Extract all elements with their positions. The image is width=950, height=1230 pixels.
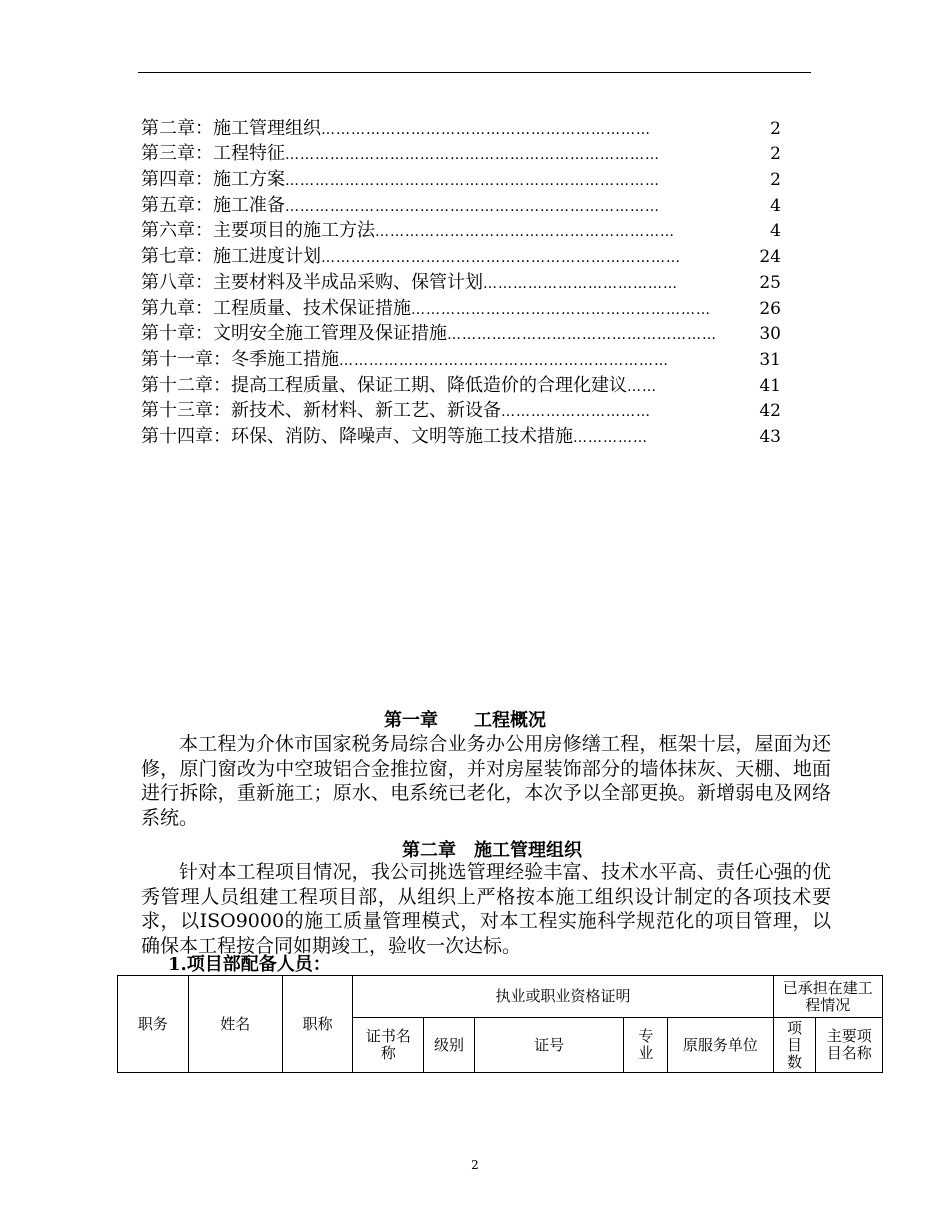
toc-entry (141, 293, 781, 319)
header-name: 姓名 (188, 976, 282, 1073)
toc-entry-title: 第十四章：环保、消防、降噪声、文明等施工技术措施 (141, 425, 573, 447)
toc-entry-page: 30 (759, 324, 781, 345)
header-certification: 执业或职业资格证明 (353, 976, 773, 1018)
toc-leader-dots: ………………………………………………………… (339, 352, 669, 369)
toc-entry-title: 第七章：施工进度计划 (141, 246, 321, 268)
toc-leader-dots: ………………………………… (483, 275, 678, 292)
toc-leader-dots: ………………………………………………………… (321, 121, 651, 138)
toc-entry-title: 第二章：施工管理组织 (141, 117, 321, 139)
toc-entry-title: 第四章：施工方案 (141, 169, 285, 191)
toc-entry-title: 第八章：主要材料及半成品采购、保管计划 (141, 271, 483, 293)
toc-leader-dots: …… (627, 378, 657, 395)
staff-subheading: 1.项目部配备人员： (168, 954, 331, 975)
toc-entry (141, 421, 781, 447)
toc-entry (141, 113, 781, 139)
chapter-2-title: 第二章 施工管理组织 (402, 840, 582, 861)
header-cert-name: 证书名称 (353, 1018, 424, 1073)
header-cert-number: 证号 (474, 1018, 624, 1073)
chapter-1-title: 第一章 工程概况 (384, 710, 546, 731)
toc-entry-page: 43 (759, 426, 781, 447)
header-ongoing-projects: 已承担在建工程情况 (773, 976, 882, 1018)
toc-entry (141, 344, 781, 370)
toc-entry (141, 216, 781, 242)
toc-entry-title: 第十三章：新技术、新材料、新工艺、新设备 (141, 400, 501, 422)
toc-entry (141, 370, 781, 396)
toc-entry-page: 2 (770, 144, 781, 165)
toc-entry (141, 267, 781, 293)
chapter-1-paragraph: 本工程为介休市国家税务局综合业务办公用房修缮工程，框架十层，屋面为还修，原门窗改为中空玻铝合金推拉窗，并对房屋装饰部分的墙体抹灰、天棚、地面进行拆除，重新施工；原水、电系统已老化，本次予以全部更换。新增弱电及网络系统。 (141, 733, 831, 829)
toc-entry (141, 396, 781, 422)
toc-entry-title: 第十二章：提高工程质量、保证工期、降低造价的合理化建议 (141, 374, 627, 396)
toc-entry-page: 24 (759, 247, 781, 268)
toc-entry-title: 第九章：工程质量、技术保证措施 (141, 297, 411, 319)
chapter-2-paragraph: 针对本工程项目情况，我公司挑选管理经验丰富、技术水平高、责任心强的优秀管理人员组建工程项目部，从组织上严格按本施工组织设计制定的各项技术要求，以ISO9000的施工质量管理模式，对本工程实施科学规范化的项目管理，以确保本工程按合同如期竣工，验收一次达标。 (141, 861, 831, 957)
toc-entry-page: 4 (770, 221, 781, 242)
staff-table (117, 975, 883, 1073)
header-rule (138, 72, 811, 73)
toc-entry-title: 第十一章：冬季施工措施 (141, 348, 339, 370)
toc-entry-page: 2 (770, 118, 781, 139)
toc-leader-dots: …………………………………………………… (375, 224, 675, 241)
page-number: 2 (471, 1158, 479, 1172)
toc-entry (141, 241, 781, 267)
toc-entry (141, 190, 781, 216)
toc-entry (141, 319, 781, 345)
toc-entry (141, 164, 781, 190)
toc-leader-dots: …………………………………………………… (411, 301, 711, 318)
toc-entry-page: 41 (759, 375, 781, 396)
header-main-project-name: 主要项目名称 (816, 1018, 883, 1073)
chapter-2-body (141, 860, 831, 958)
toc-entry-title: 第十章：文明安全施工管理及保证措施 (141, 323, 447, 345)
header-position: 职务 (118, 976, 189, 1073)
header-former-unit: 原服务单位 (668, 1018, 773, 1073)
toc-entry-page: 42 (759, 401, 781, 422)
toc-entry-title: 第三章：工程特征 (141, 143, 285, 165)
header-title: 职称 (282, 976, 353, 1073)
toc-leader-dots: …………… (573, 429, 648, 446)
toc-entry-page: 26 (759, 298, 781, 319)
chapter-1-body (141, 732, 831, 830)
toc-leader-dots: ………………………………………………………………… (285, 147, 660, 164)
table-of-contents (141, 113, 781, 447)
toc-entry-title: 第六章：主要项目的施工方法 (141, 220, 375, 242)
toc-leader-dots: ………………………………………………………………… (285, 198, 660, 215)
toc-entry-title: 第五章：施工准备 (141, 194, 285, 216)
toc-leader-dots: ………………………… (501, 404, 651, 421)
toc-entry-page: 2 (770, 170, 781, 191)
toc-entry-page: 31 (759, 349, 781, 370)
header-major: 专业 (624, 1018, 668, 1073)
header-project-count: 项目数 (773, 1018, 816, 1073)
toc-entry-page: 25 (759, 272, 781, 293)
toc-leader-dots: ……………………………………………… (447, 327, 717, 344)
toc-leader-dots: ……………………………………………………………… (321, 250, 681, 267)
toc-entry-page: 4 (770, 195, 781, 216)
toc-entry (141, 139, 781, 165)
header-level: 级别 (424, 1018, 475, 1073)
toc-leader-dots: ………………………………………………………………… (285, 173, 660, 190)
